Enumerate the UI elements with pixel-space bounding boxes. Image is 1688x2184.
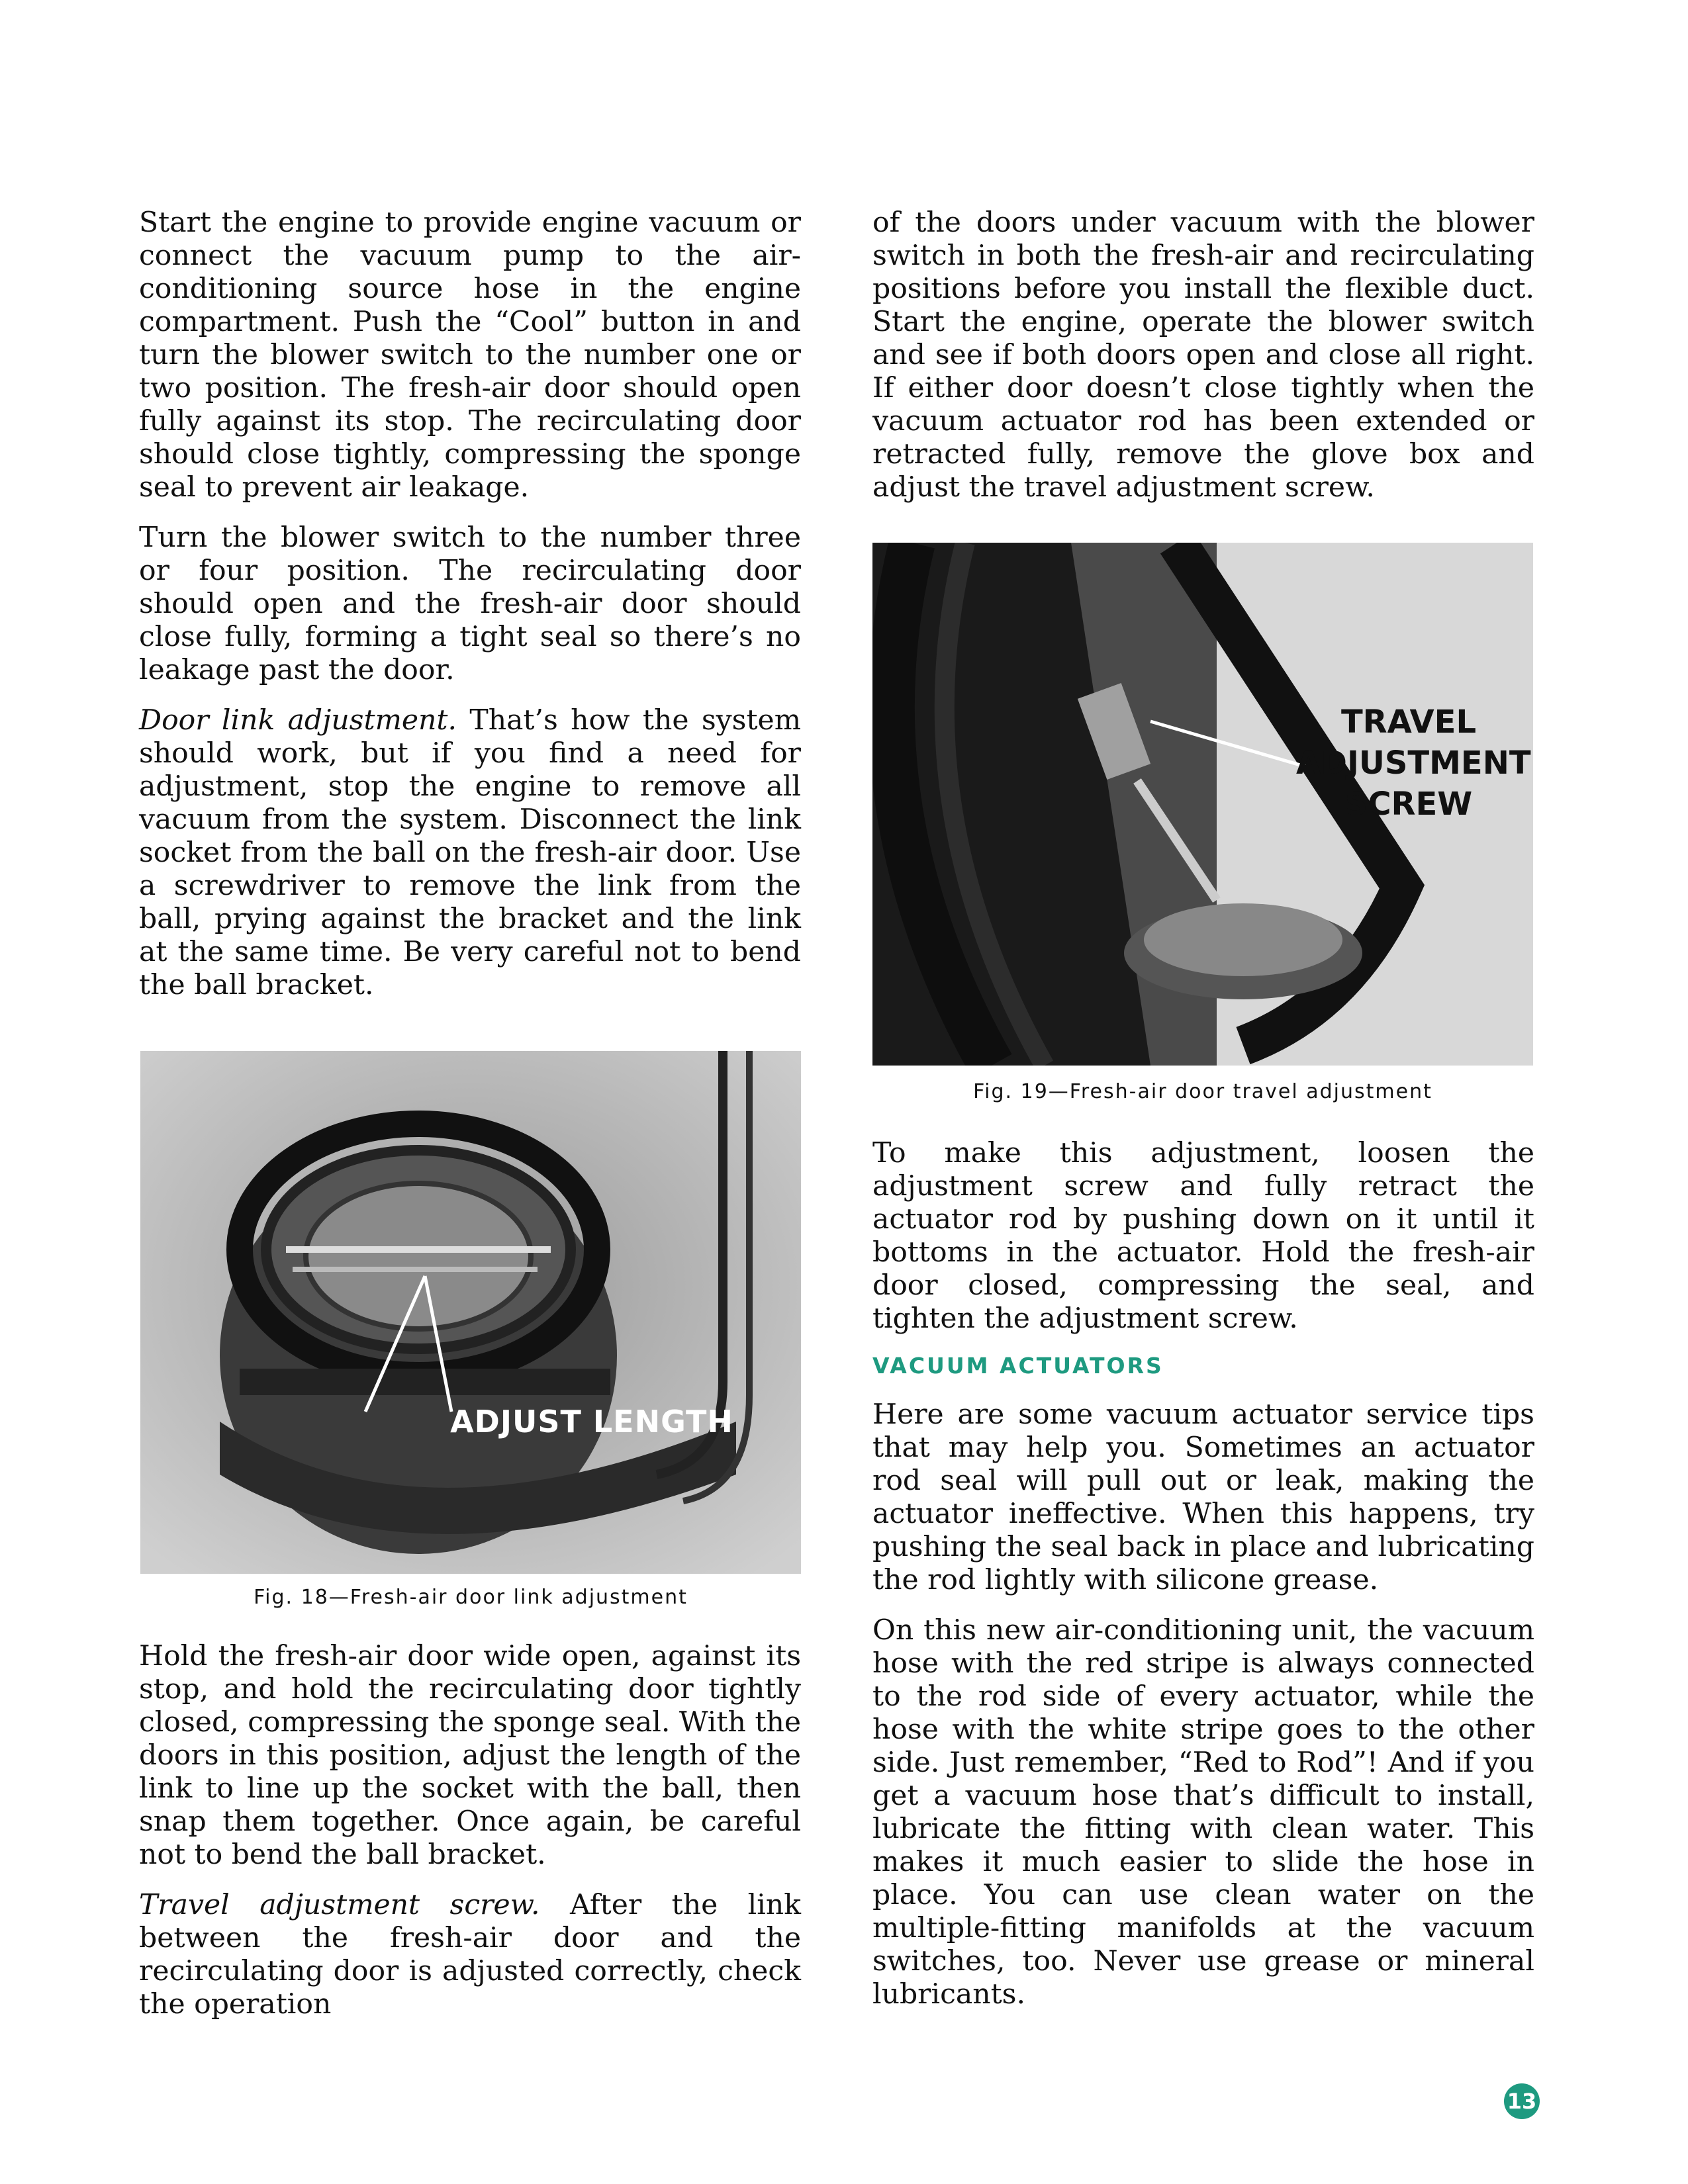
paragraph: of the doors under vacuum with the blower switch in both the fresh-air and recirculating positions before you install the flexible duct. Start the engine, operate the blower switch and see if both doors open and close all right. If either door doesn’t close tightly when the vacuum actuator rod has been extended or retracted fully, remove the glove box and adjust the travel adjustment screw.: [872, 206, 1534, 504]
left-column: [139, 206, 801, 1019]
paragraph: Here are some vacuum actuator service tips that may help you. Sometimes an actuator rod seal will pull out or leak, making the actuator ineffective. When this happens, try pushing the seal back in place and lubricating the rod lightly with silicone grease.: [872, 1398, 1534, 1596]
paragraph: To make this adjustment, loosen the adjustment screw and fully retract the actuator rod by pushing down on it until it bottoms in the actuator. Hold the fresh-air door closed, compressing the seal, and tighten the adjustment screw.: [872, 1137, 1534, 1335]
section-heading: VACUUM ACTUATORS: [872, 1353, 1164, 1379]
fresh-air-door-photo: [140, 1051, 801, 1574]
paragraph: On this new air-conditioning unit, the vacuum hose with the red stripe is always connected to the rod side of every actuator, while the hose with the white stripe goes to the other side. Just remember, “Red to Rod”! And if you get a vacuum hose that’s difficult to install, lubricate the fitting with clean water. This makes it much easier to slide the hose in place. You can use clean water on the multiple-fitting manifolds at the vacuum switches, too. Never use grease or mineral lubricants.: [872, 1614, 1534, 2011]
right-column-continued: [872, 1137, 1534, 2028]
adjust-length-label: ADJUST LENGTH: [450, 1404, 733, 1439]
paragraph: [139, 704, 801, 1002]
label-line: SCREW: [1344, 786, 1473, 823]
run-in-heading: Travel adjustment screw.: [139, 1889, 540, 1921]
paragraph: Start the engine to provide engine vacuum or connect the vacuum pump to the air-conditioning source hose in the engine compartment. Push the “Cool” button in and turn the blower switch to the number one or two position. The fresh-air door should open fully against its stop. The recirculating door should close tightly, compressing the sponge seal to prevent air leakage.: [139, 206, 801, 504]
label-line: TRAVEL: [1340, 704, 1477, 741]
travel-adjustment-screw-label: [1296, 702, 1531, 825]
figure-18-caption: Fig. 18—Fresh-air door link adjustment: [254, 1586, 688, 1609]
paragraph-text: After the link between the fresh-air door and the recirculating door is adjusted correctly, check the operation: [139, 1889, 801, 2021]
right-column: [872, 206, 1534, 522]
page-number-badge: 13: [1504, 2083, 1540, 2119]
label-line: ADJUSTMENT: [1296, 745, 1531, 782]
run-in-heading: Door link adjustment.: [139, 704, 457, 737]
figure-18-photo: [140, 1051, 801, 1574]
paragraph: Turn the blower switch to the number three or four position. The recirculating door should open and the fresh-air door should close fully, forming a tight seal so there’s no leakage past the door.: [139, 522, 801, 686]
left-column-continued: [139, 1640, 801, 2038]
figure-19-caption: Fig. 19—Fresh-air door travel adjustment: [973, 1080, 1432, 1103]
paragraph: [139, 1889, 801, 2021]
paragraph: Hold the fresh-air door wide open, against its stop, and hold the recirculating door tightly closed, compressing the sponge seal. With the doors in this position, adjust the length of the link to line up the socket with the ball, then snap them together. Once again, be careful not to bend the ball bracket.: [139, 1640, 801, 1871]
paragraph-text: That’s how the system should work, but if you find a need for adjustment, stop the engine to remove all vacuum from the system. Disconnect the link socket from the ball on the fresh-air door. Use a screwdriver to remove the link from the ball, prying against the bracket and the link at the same time. Be very careful not to bend the ball bracket.: [139, 704, 801, 1001]
figure-19-photo: [872, 543, 1533, 1066]
